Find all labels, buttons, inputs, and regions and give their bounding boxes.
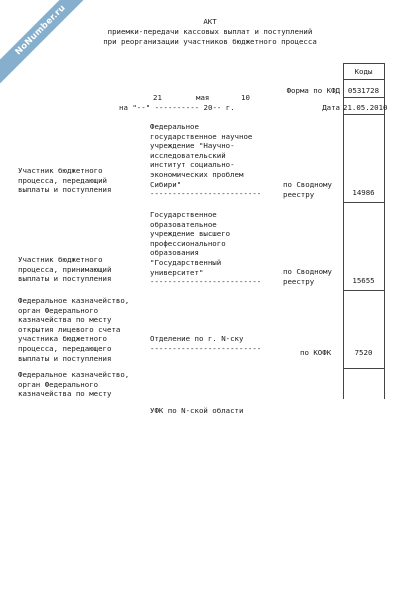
section-code: 14986 bbox=[352, 188, 375, 197]
codes-header-divider bbox=[343, 79, 384, 80]
section-left-label: Федеральное казначейство, орган Федерального казначейства по месту bbox=[18, 370, 130, 399]
codes-header: Коды bbox=[354, 67, 373, 76]
date-value: 21.05.2010 bbox=[343, 103, 388, 112]
section-code-label: по Сводному реестру bbox=[283, 180, 332, 199]
section-left-label: Участник бюджетного процесса, принимающий выплаты и поступления bbox=[18, 255, 112, 284]
codes-date-divider bbox=[343, 114, 384, 115]
codes-section3-divider bbox=[343, 368, 384, 369]
section-code-label: по КОФК bbox=[300, 348, 332, 357]
section-left-label: Федеральное казначейство, орган Федерального казначейства по месту открытия лицевого счета участника бюджетного процесса, передающего выплаты и поступления bbox=[18, 296, 130, 363]
watermark-ribbon: NoNumber.ru bbox=[0, 0, 100, 90]
codes-section2-divider bbox=[343, 290, 384, 291]
date-template: на "--" ---------- 20-- г. bbox=[119, 103, 235, 112]
section-code: 15655 bbox=[352, 276, 375, 285]
section-code: 7520 bbox=[354, 348, 373, 357]
date-year: 10 bbox=[241, 93, 250, 102]
section-code-label: по Сводному реестру bbox=[283, 267, 332, 286]
section-organization-name: Федеральное государственное научное учреждение "Научно- исследовательский институт социально- экономических проблем Сибири" ------------------------- bbox=[150, 122, 262, 199]
codes-form-divider bbox=[343, 97, 384, 98]
date-month: мая bbox=[196, 93, 210, 102]
document-subtitle-line2: при реорганизации участников бюджетного процесса bbox=[103, 37, 317, 46]
codes-section1-divider bbox=[343, 202, 384, 203]
date-day: 21 bbox=[153, 93, 162, 102]
form-label: Форма по КФД bbox=[286, 86, 340, 95]
codes-top-border bbox=[343, 63, 384, 64]
date-label: Дата bbox=[322, 103, 340, 112]
section-organization-name: Государственное образовательное учреждение высшего профессионального образования "Государственный университет" ------------------------- bbox=[150, 210, 262, 287]
document-title: АКТ bbox=[203, 17, 217, 26]
section-left-label: Участник бюджетного процесса, передающий выплаты и поступления bbox=[18, 166, 112, 195]
codes-right-border bbox=[384, 63, 385, 399]
section-organization-name: Отделение по г. N-ску ------------------------- bbox=[150, 334, 262, 353]
document-subtitle-line1: приемки-передачи кассовых выплат и поступлений bbox=[107, 27, 313, 36]
form-code: 0531728 bbox=[347, 86, 380, 95]
treasury-organization-name: УФК по N-ской области bbox=[150, 406, 244, 415]
